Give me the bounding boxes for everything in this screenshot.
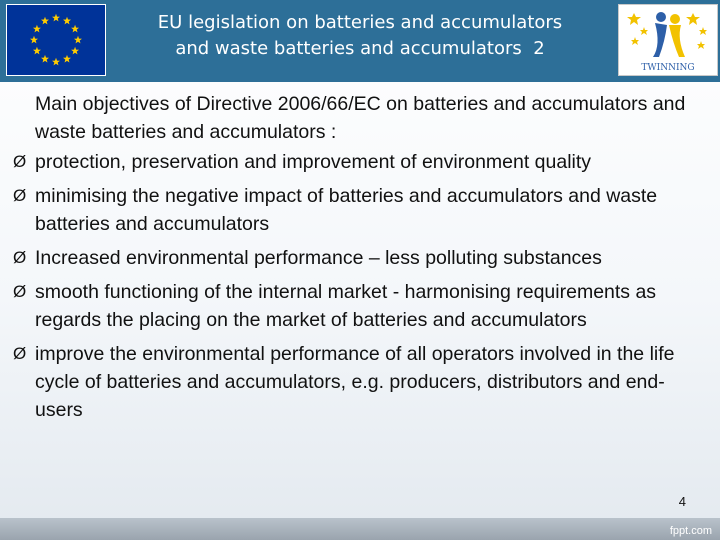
- eu-stars-icon: [7, 5, 105, 75]
- list-item-text: protection, preservation and improvement of environment quality: [35, 151, 592, 173]
- list-item-text: minimising the negative impact of batteries and accumulators and waste batteries and accumulators: [35, 185, 658, 235]
- eu-star-icon: [52, 58, 60, 66]
- slide-header: [0, 0, 720, 82]
- list-item-text: Increased environmental performance – less polluting substances: [35, 247, 602, 269]
- eu-star-icon: [33, 25, 41, 33]
- objectives-list: [13, 148, 705, 430]
- twinning-logo: [618, 4, 718, 76]
- title-line-2: and waste batteries and accumulators 2: [175, 38, 545, 59]
- list-item: [13, 340, 705, 424]
- slide-body: [0, 90, 720, 510]
- eu-star-icon: [41, 55, 49, 63]
- page-number: 4: [678, 494, 686, 509]
- list-item: [13, 182, 705, 238]
- footer-bar: [0, 518, 720, 540]
- eu-star-icon: [30, 36, 38, 44]
- eu-flag-logo: [6, 4, 106, 76]
- slide-title: [120, 10, 600, 62]
- eu-star-icon: [41, 17, 49, 25]
- list-item-text: smooth functioning of the internal market - harmonising requirements as regards the placing on the market of batteries and accumulators: [35, 281, 657, 331]
- eu-star-icon: [63, 17, 71, 25]
- eu-star-icon: [74, 36, 82, 44]
- footer-credit: fppt.com: [669, 525, 712, 537]
- intro-text: Main objectives of Directive 2006/66/EC on batteries and accumulators and waste batteries and accumulators :: [35, 93, 686, 143]
- list-item: [13, 278, 705, 334]
- list-item-text: improve the environmental performance of all operators involved in the life cycle of batteries and accumulators, e.g. producers, distributors and end-users: [35, 343, 675, 421]
- eu-star-icon: [33, 47, 41, 55]
- twinning-logo-text: TWINNING: [641, 63, 695, 73]
- arrow-bullet-icon: Ø: [13, 344, 27, 363]
- list-item: [13, 148, 705, 176]
- eu-star-icon: [63, 55, 71, 63]
- eu-star-icon: [71, 25, 79, 33]
- eu-star-icon: [52, 14, 60, 22]
- arrow-bullet-icon: Ø: [13, 186, 27, 205]
- arrow-bullet-icon: Ø: [13, 248, 27, 267]
- title-line-1: EU legislation on batteries and accumulators: [157, 12, 563, 33]
- eu-star-icon: [71, 47, 79, 55]
- arrow-bullet-icon: Ø: [13, 152, 27, 171]
- list-item: [13, 244, 705, 272]
- arrow-bullet-icon: Ø: [13, 282, 27, 301]
